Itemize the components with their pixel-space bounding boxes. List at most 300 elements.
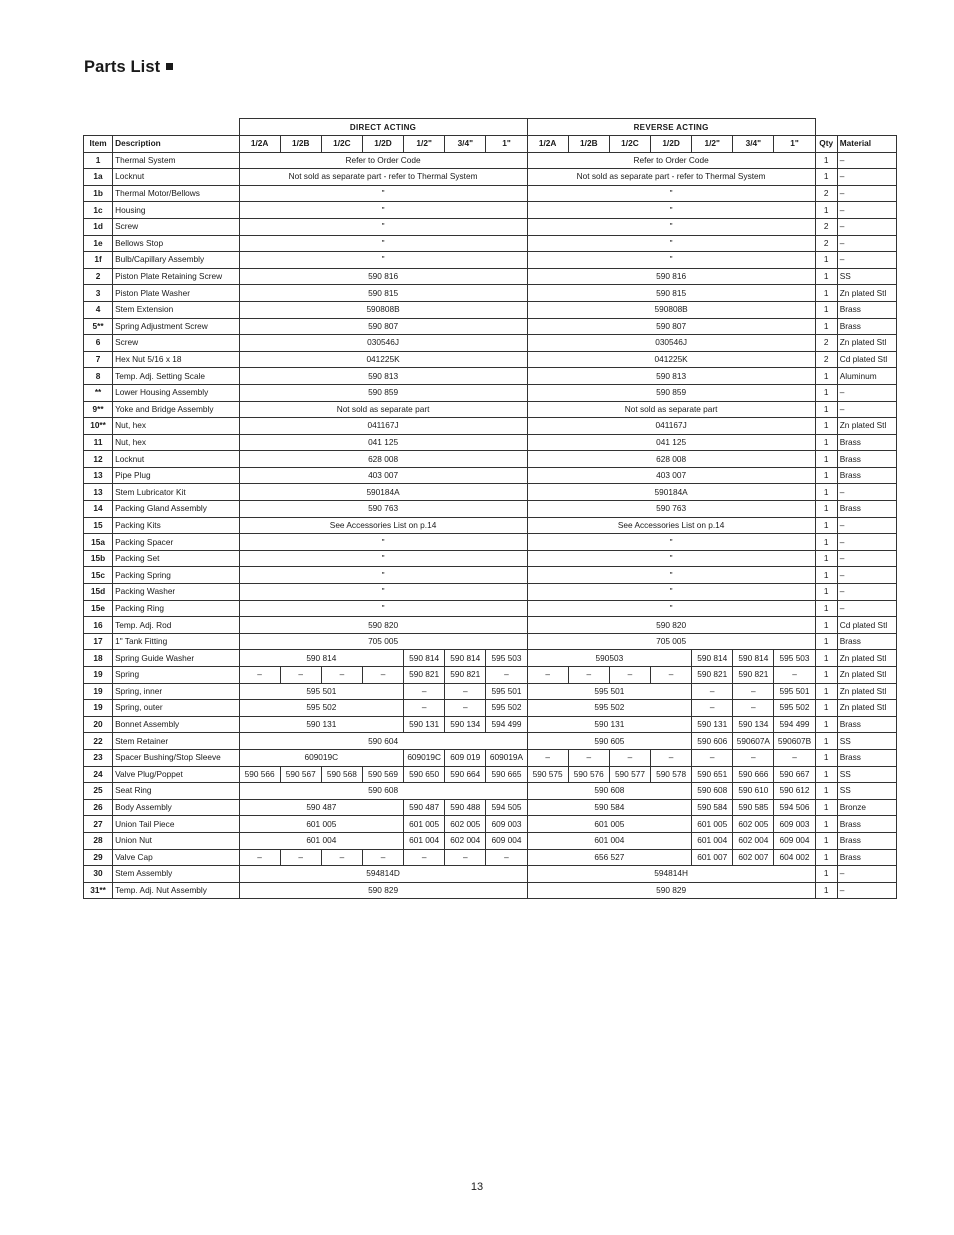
material: – <box>837 185 896 202</box>
item-number: 15c <box>84 567 113 584</box>
table-row <box>84 816 897 833</box>
material: Zn plated Stl <box>837 285 896 302</box>
direct-part-number: " <box>239 235 527 252</box>
item-number: 23 <box>84 749 113 766</box>
quantity: 1 <box>815 866 837 883</box>
header-description: Description <box>113 136 239 153</box>
direct-part-number: 594 499 <box>486 716 527 733</box>
quantity: 2 <box>815 351 837 368</box>
direct-part-number: 595 502 <box>239 700 404 717</box>
material: – <box>837 235 896 252</box>
reverse-part-number: 595 502 <box>527 700 692 717</box>
direct-part-number: – <box>445 700 486 717</box>
part-description: Bellows Stop <box>113 235 239 252</box>
reverse-part-number: 590 829 <box>527 882 815 899</box>
reverse-part-number: 594814H <box>527 866 815 883</box>
direct-part-number: – <box>486 667 527 684</box>
reverse-part-number: 602 004 <box>733 832 774 849</box>
item-number: 15 <box>84 517 113 534</box>
quantity: 1 <box>815 716 837 733</box>
direct-part-number: – <box>404 849 445 866</box>
reverse-part-number: 590 576 <box>568 766 609 783</box>
quantity: 1 <box>815 667 837 684</box>
direct-part-number: 601 004 <box>239 832 404 849</box>
header-size-reverse: 1" <box>774 136 815 153</box>
table-row <box>84 716 897 733</box>
direct-part-number: " <box>239 185 527 202</box>
direct-part-number: 041225K <box>239 351 527 368</box>
reverse-part-number: 590 667 <box>774 766 815 783</box>
quantity: 2 <box>815 235 837 252</box>
item-number: 31** <box>84 882 113 899</box>
direct-part-number: – <box>445 683 486 700</box>
reverse-part-number: " <box>527 550 815 567</box>
material: Brass <box>837 849 896 866</box>
material: SS <box>837 766 896 783</box>
item-number: 27 <box>84 816 113 833</box>
quantity: 2 <box>815 185 837 202</box>
direct-part-number: – <box>321 667 362 684</box>
table-row <box>84 484 897 501</box>
reverse-part-number: – <box>527 749 568 766</box>
direct-part-number: " <box>239 584 527 601</box>
direct-part-number: – <box>321 849 362 866</box>
direct-part-number: 590 665 <box>486 766 527 783</box>
item-number: 9** <box>84 401 113 418</box>
quantity: 1 <box>815 650 837 667</box>
quantity: 1 <box>815 434 837 451</box>
quantity: 1 <box>815 550 837 567</box>
direct-part-number: " <box>239 550 527 567</box>
direct-part-number: 609 004 <box>486 832 527 849</box>
reverse-part-number: 590 605 <box>527 733 692 750</box>
direct-part-number: 590 650 <box>404 766 445 783</box>
reverse-part-number: 590 608 <box>692 783 733 800</box>
item-number: 19 <box>84 700 113 717</box>
direct-part-number: Refer to Order Code <box>239 152 527 169</box>
direct-part-number: – <box>239 849 280 866</box>
reverse-part-number: Not sold as separate part - refer to Thermal System <box>527 169 815 186</box>
direct-part-number: 590 569 <box>362 766 403 783</box>
material: Bronze <box>837 799 896 816</box>
item-number: 20 <box>84 716 113 733</box>
part-description: Bulb/Capillary Assembly <box>113 252 239 269</box>
direct-part-number: 595 501 <box>486 683 527 700</box>
reverse-part-number: 595 501 <box>527 683 692 700</box>
reverse-part-number: – <box>733 683 774 700</box>
direct-part-number: 590 814 <box>445 650 486 667</box>
header-size-direct: 1/2A <box>239 136 280 153</box>
direct-part-number: 602 005 <box>445 816 486 833</box>
header-qty: Qty <box>815 136 837 153</box>
part-description: Spring, outer <box>113 700 239 717</box>
material: – <box>837 534 896 551</box>
table-row <box>84 152 897 169</box>
table-row <box>84 534 897 551</box>
part-description: Thermal System <box>113 152 239 169</box>
table-row <box>84 832 897 849</box>
item-number: 11 <box>84 434 113 451</box>
table-row <box>84 202 897 219</box>
header-size-reverse: 1/2A <box>527 136 568 153</box>
page-title <box>84 58 173 77</box>
reverse-part-number: " <box>527 584 815 601</box>
quantity: 1 <box>815 318 837 335</box>
quantity: 1 <box>815 451 837 468</box>
table-row <box>84 368 897 385</box>
item-number: 15a <box>84 534 113 551</box>
quantity: 1 <box>815 202 837 219</box>
item-number: 25 <box>84 783 113 800</box>
item-number: 1e <box>84 235 113 252</box>
item-number: 19 <box>84 667 113 684</box>
header-spacer <box>84 119 240 136</box>
reverse-part-number: – <box>774 667 815 684</box>
material: – <box>837 384 896 401</box>
reverse-part-number: 590 820 <box>527 617 815 634</box>
material: – <box>837 484 896 501</box>
quantity: 1 <box>815 268 837 285</box>
direct-part-number: 601 004 <box>404 832 445 849</box>
direct-part-number: 590 821 <box>445 667 486 684</box>
direct-part-number: – <box>404 700 445 717</box>
part-description: Spring, inner <box>113 683 239 700</box>
reverse-part-number: 590 813 <box>527 368 815 385</box>
table-row <box>84 218 897 235</box>
part-description: Thermal Motor/Bellows <box>113 185 239 202</box>
material: Cd plated Stl <box>837 351 896 368</box>
header-size-direct: 1" <box>486 136 527 153</box>
reverse-part-number: 604 002 <box>774 849 815 866</box>
quantity: 1 <box>815 816 837 833</box>
part-description: Packing Ring <box>113 600 239 617</box>
part-description: Stem Extension <box>113 301 239 318</box>
item-number: 19 <box>84 683 113 700</box>
material: Zn plated Stl <box>837 683 896 700</box>
quantity: 1 <box>815 517 837 534</box>
reverse-part-number: 590 814 <box>733 650 774 667</box>
part-description: Piston Plate Retaining Screw <box>113 268 239 285</box>
item-number: 14 <box>84 501 113 518</box>
reverse-part-number: 590 821 <box>692 667 733 684</box>
part-description: Stem Lubricator Kit <box>113 484 239 501</box>
table-row <box>84 301 897 318</box>
quantity: 1 <box>815 783 837 800</box>
part-description: Bonnet Assembly <box>113 716 239 733</box>
direct-part-number: 590 859 <box>239 384 527 401</box>
reverse-part-number: 594 499 <box>774 716 815 733</box>
part-description: Union Tail Piece <box>113 816 239 833</box>
direct-part-number: " <box>239 202 527 219</box>
material: – <box>837 252 896 269</box>
reverse-part-number: 609 003 <box>774 816 815 833</box>
material: SS <box>837 268 896 285</box>
reverse-part-number: 041 125 <box>527 434 815 451</box>
direct-part-number: – <box>280 667 321 684</box>
item-number: 1b <box>84 185 113 202</box>
header-size-reverse: 3/4" <box>733 136 774 153</box>
reverse-part-number: 590 807 <box>527 318 815 335</box>
direct-part-number: 595 503 <box>486 650 527 667</box>
table-row <box>84 733 897 750</box>
part-description: Spacer Bushing/Stop Sleeve <box>113 749 239 766</box>
material: Brass <box>837 749 896 766</box>
reverse-part-number: 590 612 <box>774 783 815 800</box>
material: – <box>837 202 896 219</box>
direct-part-number: 601 005 <box>404 816 445 833</box>
header-size-direct: 1/2C <box>321 136 362 153</box>
quantity: 1 <box>815 252 837 269</box>
material: – <box>837 152 896 169</box>
quantity: 1 <box>815 384 837 401</box>
reverse-part-number: " <box>527 567 815 584</box>
reverse-part-number: 590 763 <box>527 501 815 518</box>
header-size-reverse: 1/2" <box>692 136 733 153</box>
reverse-part-number: 602 007 <box>733 849 774 866</box>
material: Brass <box>837 301 896 318</box>
reverse-part-number: 590184A <box>527 484 815 501</box>
direct-part-number: 609 019 <box>445 749 486 766</box>
reverse-part-number: 590 815 <box>527 285 815 302</box>
direct-part-number: – <box>486 849 527 866</box>
material: – <box>837 169 896 186</box>
quantity: 2 <box>815 335 837 352</box>
quantity: 1 <box>815 584 837 601</box>
material: – <box>837 600 896 617</box>
direct-part-number: " <box>239 567 527 584</box>
quantity: 1 <box>815 849 837 866</box>
material: Aluminum <box>837 368 896 385</box>
direct-part-number: 590 664 <box>445 766 486 783</box>
reverse-part-number: 601 005 <box>692 816 733 833</box>
direct-part-number: 590 807 <box>239 318 527 335</box>
quantity: 1 <box>815 832 837 849</box>
header-size-reverse: 1/2B <box>568 136 609 153</box>
part-description: Nut, hex <box>113 434 239 451</box>
reverse-part-number: 590808B <box>527 301 815 318</box>
quantity: 1 <box>815 401 837 418</box>
reverse-part-number: 705 005 <box>527 633 815 650</box>
header-size-direct: 3/4" <box>445 136 486 153</box>
material: SS <box>837 733 896 750</box>
table-row <box>84 600 897 617</box>
direct-part-number: 590 134 <box>445 716 486 733</box>
reverse-part-number: 590 134 <box>733 716 774 733</box>
part-description: Temp. Adj. Rod <box>113 617 239 634</box>
reverse-part-number: – <box>733 700 774 717</box>
reverse-part-number: 594 506 <box>774 799 815 816</box>
part-description: 1" Tank Fitting <box>113 633 239 650</box>
quantity: 1 <box>815 600 837 617</box>
part-description: Packing Gland Assembly <box>113 501 239 518</box>
item-number: 1a <box>84 169 113 186</box>
direct-part-number: 609019A <box>486 749 527 766</box>
part-description: Hex Nut 5/16 x 18 <box>113 351 239 368</box>
direct-part-number: " <box>239 218 527 235</box>
item-number: 1c <box>84 202 113 219</box>
direct-part-number: 601 005 <box>239 816 404 833</box>
material: – <box>837 517 896 534</box>
reverse-part-number: Not sold as separate part <box>527 401 815 418</box>
part-description: Seat Ring <box>113 783 239 800</box>
reverse-part-number: – <box>692 749 733 766</box>
direct-part-number: – <box>404 683 445 700</box>
direct-part-number: " <box>239 600 527 617</box>
reverse-part-number: 403 007 <box>527 467 815 484</box>
quantity: 1 <box>815 418 837 435</box>
header-size-direct: 1/2B <box>280 136 321 153</box>
part-description: Valve Cap <box>113 849 239 866</box>
table-row <box>84 318 897 335</box>
table-row <box>84 169 897 186</box>
table-row <box>84 550 897 567</box>
header-size-direct: 1/2D <box>362 136 403 153</box>
material: Zn plated Stl <box>837 700 896 717</box>
direct-part-number: 590 763 <box>239 501 527 518</box>
header-item: Item <box>84 136 113 153</box>
item-number: 5** <box>84 318 113 335</box>
direct-part-number: 590 604 <box>239 733 527 750</box>
item-number: 1f <box>84 252 113 269</box>
quantity: 1 <box>815 285 837 302</box>
direct-part-number: Not sold as separate part - refer to Thermal System <box>239 169 527 186</box>
table-row <box>84 268 897 285</box>
direct-part-number: 628 008 <box>239 451 527 468</box>
reverse-part-number: See Accessories List on p.14 <box>527 517 815 534</box>
quantity: 1 <box>815 467 837 484</box>
part-description: Pipe Plug <box>113 467 239 484</box>
direct-acting-header: DIRECT ACTING <box>239 119 527 136</box>
part-description: Packing Set <box>113 550 239 567</box>
reverse-part-number: – <box>692 683 733 700</box>
header-material: Material <box>837 136 896 153</box>
reverse-part-number: 590607B <box>774 733 815 750</box>
reverse-part-number: 041167J <box>527 418 815 435</box>
material: – <box>837 567 896 584</box>
table-row <box>84 285 897 302</box>
item-number: 8 <box>84 368 113 385</box>
reverse-part-number: 590 821 <box>733 667 774 684</box>
direct-part-number: – <box>280 849 321 866</box>
reverse-part-number: 590 575 <box>527 766 568 783</box>
item-number: 15b <box>84 550 113 567</box>
reverse-part-number: 590607A <box>733 733 774 750</box>
direct-part-number: 590 829 <box>239 882 527 899</box>
quantity: 2 <box>815 218 837 235</box>
part-description: Packing Kits <box>113 517 239 534</box>
item-number: 30 <box>84 866 113 883</box>
reverse-part-number: 590 666 <box>733 766 774 783</box>
table-row <box>84 351 897 368</box>
square-bullet-icon <box>166 63 173 70</box>
reverse-part-number: – <box>609 667 650 684</box>
item-number: 22 <box>84 733 113 750</box>
reverse-acting-header: REVERSE ACTING <box>527 119 815 136</box>
reverse-part-number: – <box>568 667 609 684</box>
reverse-part-number: " <box>527 202 815 219</box>
direct-part-number: " <box>239 252 527 269</box>
item-number: 4 <box>84 301 113 318</box>
material: Brass <box>837 318 896 335</box>
reverse-part-number: 595 501 <box>774 683 815 700</box>
reverse-part-number: 590 651 <box>692 766 733 783</box>
item-number: 6 <box>84 335 113 352</box>
item-number: 7 <box>84 351 113 368</box>
material: Cd plated Stl <box>837 617 896 634</box>
reverse-part-number: 030546J <box>527 335 815 352</box>
table-row <box>84 335 897 352</box>
reverse-part-number: – <box>527 667 568 684</box>
part-description: Locknut <box>113 169 239 186</box>
part-description: Spring <box>113 667 239 684</box>
direct-part-number: 609019C <box>404 749 445 766</box>
item-number: 16 <box>84 617 113 634</box>
item-number: 13 <box>84 467 113 484</box>
table-row <box>84 882 897 899</box>
quantity: 1 <box>815 733 837 750</box>
quantity: 1 <box>815 301 837 318</box>
direct-part-number: 590 131 <box>404 716 445 733</box>
part-description: Stem Retainer <box>113 733 239 750</box>
material: Brass <box>837 816 896 833</box>
direct-part-number: – <box>362 667 403 684</box>
quantity: 1 <box>815 534 837 551</box>
table-row <box>84 667 897 684</box>
reverse-part-number: 590 814 <box>692 650 733 667</box>
group-header-row <box>84 119 897 136</box>
direct-part-number: 594814D <box>239 866 527 883</box>
part-description: Temp. Adj. Nut Assembly <box>113 882 239 899</box>
quantity: 1 <box>815 368 837 385</box>
part-description: Spring Adjustment Screw <box>113 318 239 335</box>
reverse-part-number: 590 608 <box>527 783 692 800</box>
header-spacer <box>815 119 896 136</box>
direct-part-number: 403 007 <box>239 467 527 484</box>
part-description: Packing Spring <box>113 567 239 584</box>
column-header-row <box>84 136 897 153</box>
reverse-part-number: 595 502 <box>774 700 815 717</box>
reverse-part-number: 590 584 <box>692 799 733 816</box>
part-description: Housing <box>113 202 239 219</box>
table-row <box>84 501 897 518</box>
quantity: 1 <box>815 683 837 700</box>
table-row <box>84 252 897 269</box>
table-row <box>84 401 897 418</box>
direct-part-number: 609019C <box>239 749 404 766</box>
table-row <box>84 650 897 667</box>
part-description: Yoke and Bridge Assembly <box>113 401 239 418</box>
table-row <box>84 235 897 252</box>
reverse-part-number: 601 007 <box>692 849 733 866</box>
direct-part-number: – <box>362 849 403 866</box>
part-description: Nut, hex <box>113 418 239 435</box>
reverse-part-number: " <box>527 600 815 617</box>
table-row <box>84 700 897 717</box>
direct-part-number: 590 815 <box>239 285 527 302</box>
material: Brass <box>837 434 896 451</box>
reverse-part-number: 041225K <box>527 351 815 368</box>
part-description: Stem Assembly <box>113 866 239 883</box>
direct-part-number: 590 568 <box>321 766 362 783</box>
reverse-part-number: 590 606 <box>692 733 733 750</box>
direct-part-number: 595 501 <box>239 683 404 700</box>
reverse-part-number: – <box>568 749 609 766</box>
reverse-part-number: – <box>774 749 815 766</box>
page-title-text: Parts List <box>84 58 161 76</box>
reverse-part-number: 590503 <box>527 650 692 667</box>
part-description: Valve Plug/Poppet <box>113 766 239 783</box>
table-row <box>84 584 897 601</box>
